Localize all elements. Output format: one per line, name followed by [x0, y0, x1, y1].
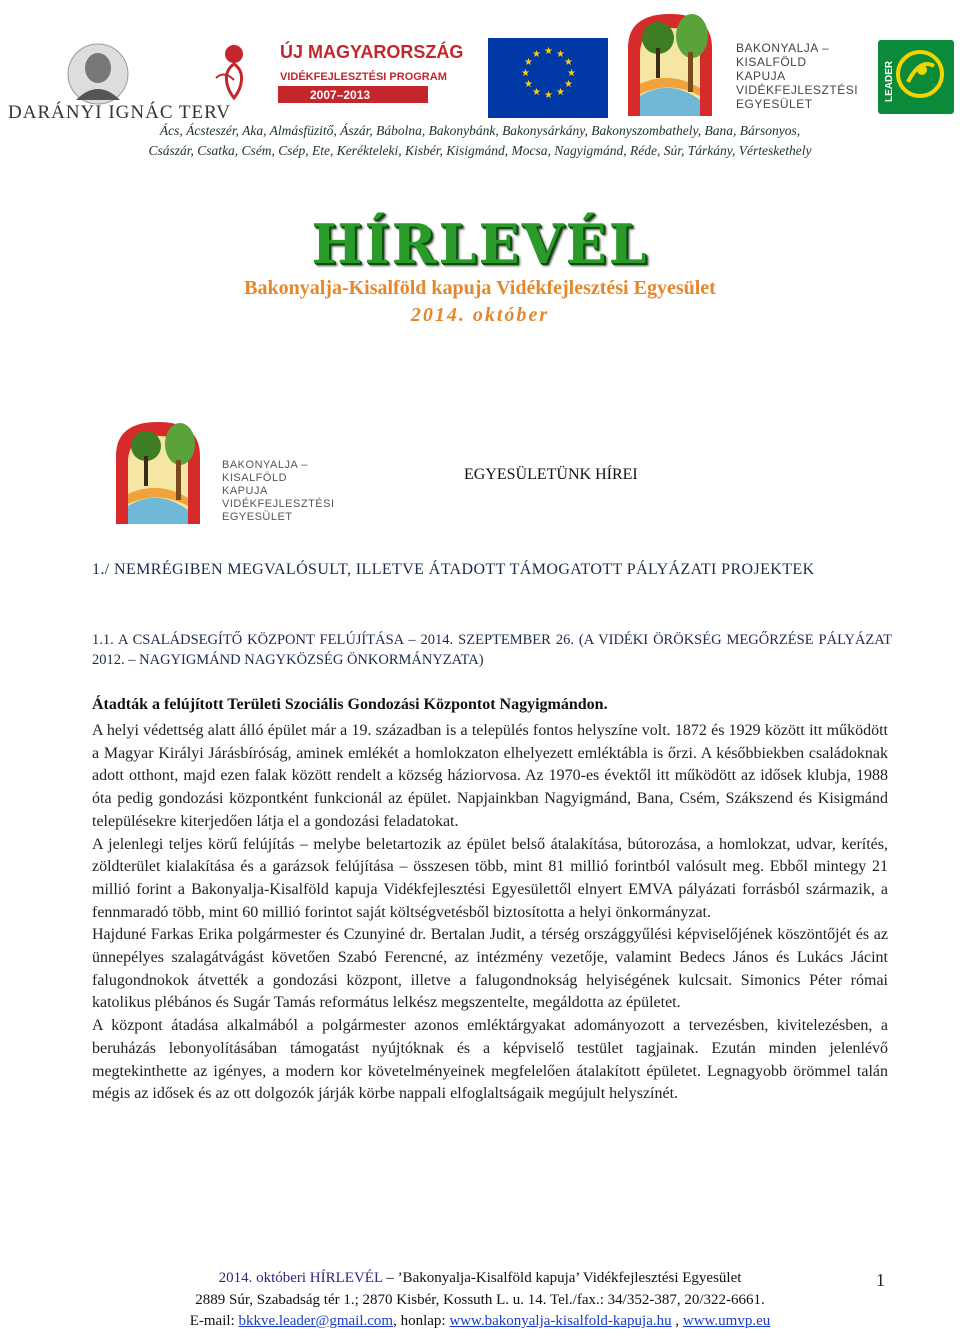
page-number: 1 [876, 1270, 885, 1290]
article-paragraph-4: A központ átadása alkalmából a polgármester azonos emléktárgyakat adományozott a tervezésben, kivitelezésben, a beruházás lebonyolításában támogatást nyújtóknak és a képviselő testület tagjainak. Ezután minden jelenlévő megtekinthette az igényes, a modern kor követelményeinek megfelelően átalakított épületet. Legnagyobb örömmel talán mégis az idősek és az ott dolgozók járják körbe nappali elfoglaltságaik megújult helyszínét. [92, 1017, 888, 1103]
article-paragraph-1: A helyi védettség alatt álló épület már a 19. században is a település fontos helyszíne volt. 1872 és 1929 között itt működött a Magyar Királyi Járásbíróság, aminek emlékét a homlokzaton elhelyezett emléktábla is őrzi. A későbbiekben családoknak adott otthont, majd ezen falak között rendelt a község háziorvosa. Az 1970-es évektől itt működött az idősek klubja, 1988 óta pedig gondozási központként funkcionál az épület. Napjainkban Nagyigmánd, Bana, Csém, Szákszend és Kisigmánd településekre kiterjedően látja el a gondozási feladatokat. [92, 722, 888, 830]
footer-address: 2889 Súr, Szabadság tér 1.; 2870 Kisbér, Kossuth L. u. 14. Tel./fax.: 34/352-387, 20/322-6661. [195, 1292, 765, 1308]
svg-text:★: ★ [524, 79, 533, 90]
bakonyalja-logo-top [620, 8, 870, 120]
article-paragraph-3: Hajduné Farkas Erika polgármester és Czunyiné dr. Bertalan Judit, a térség országgyűlési képviselőjének köszöntőjét és az ünnepélyes szalagátvágást követően Szabó Ferencné, az intézmény vezetője, valamint Bedecs János és Lukács Jácint falugondnokok átvették a gondozási központ, illetve a falugondnokság helyiségének kulcsait. Simonics Péter római katolikus plébános és Sugár Tamás református lelkész megszentelte, megáldotta az épületet. [92, 926, 888, 1012]
organization-name: Bakonyalja-Kisalföld kapuja Vidékfejlesztési Egyesület [244, 277, 716, 299]
subsection-heading-1-1: 1.1. A CSALÁDSEGÍTŐ KÖZPONT FELÚJÍTÁSA – 2014. SZEPTEMBER 26. (A VIDÉKI ÖRÖKSÉG MEGŐRZÉSE PÁLYÁZAT 2012. – NAGYIGMÁND NAGYKÖZSÉG ÖNKORMÁNYZATA) [92, 632, 892, 668]
eu-flag-logo [488, 38, 608, 118]
svg-text:EGYESÜLET: EGYESÜLET [222, 511, 293, 523]
bakonyalja-logo-mid [112, 418, 335, 528]
article-paragraph-2: A jelenlegi teljes körű felújítás – melybe beletartozik az épület belső átalakítása, bútorozása, a homlokzat, udvar, kerítés, zöldterület kialakítása és a garázsok felújítása – összesen több, mint 81 millió forintból valósult meg. Ebből mintegy 21 millió forint a Bakonyalja-Kisalföld kapuja Vidékfejlesztési Egyesülettől elnyert EMVA pályázati forrásból származik, a fennmaradó több, mint 60 millió forintot saját költségvetésből biztosította a helyi önkormányzat. [92, 835, 888, 921]
svg-text:VIDÉKFEJLESZTÉSI PROGRAM: VIDÉKFEJLESZTÉSI PROGRAM [280, 71, 447, 83]
villages-line-2: Császár, Csatka, Csém, Csép, Ete, Kerékteleki, Kisbér, Kisigmánd, Mocsa, Nagyigmánd, Réde, Súr, Tárkány, Vérteskethely [148, 143, 812, 158]
svg-text:★: ★ [544, 46, 553, 57]
svg-text:ÚJ MAGYARORSZÁG: ÚJ MAGYARORSZÁG [280, 42, 464, 62]
svg-text:★: ★ [524, 57, 533, 68]
svg-text:VIDÉKFEJLESZTÉSI: VIDÉKFEJLESZTÉSI [736, 83, 859, 97]
uj-magyarorszag-logo [204, 36, 482, 106]
footer-newsletter-label: 2014. októberi HÍRLEVÉL [218, 1270, 383, 1286]
section-heading: EGYESÜLETÜNK HÍREI [464, 466, 638, 483]
svg-text:KAPUJA: KAPUJA [222, 485, 268, 497]
daranyi-ignac-terv-logo [6, 34, 232, 123]
umvp-link[interactable]: www.umvp.eu [682, 1313, 771, 1329]
svg-text:KAPUJA: KAPUJA [736, 69, 786, 83]
newsletter-month: 2014. október [410, 304, 550, 326]
svg-text:BAKONYALJA –: BAKONYALJA – [736, 41, 830, 55]
svg-text:★: ★ [564, 79, 573, 90]
daranyi-logo-text: DARÁNYI IGNÁC TERV [8, 102, 232, 123]
svg-text:KISALFÖLD: KISALFÖLD [222, 472, 288, 484]
svg-text:LEADER: LEADER [884, 60, 895, 102]
email-link[interactable]: bkkve.leader@gmail.com [238, 1313, 394, 1329]
svg-text:2007–2013: 2007–2013 [310, 88, 371, 102]
svg-text:★: ★ [544, 90, 553, 101]
article-lead: Átadták a felújított Területi Szociális Gondozási Központot Nagyigmándon. [92, 696, 608, 713]
footer-org: – ’Bakonyalja-Kisalföld kapuja’ Vidékfejlesztési Egyesület [382, 1270, 742, 1286]
homepage-link[interactable]: www.bakonyalja-kisalfold-kapuja.hu [449, 1313, 672, 1329]
svg-text:★: ★ [556, 49, 565, 60]
article-body [92, 720, 888, 1106]
svg-text:★: ★ [532, 49, 541, 60]
svg-text:BAKONYALJA –: BAKONYALJA – [222, 459, 308, 471]
subsection-heading-1: 1./ NEMRÉGIBEN MEGVALÓSULT, ILLETVE ÁTADOTT TÁMOGATOTT PÁLYÁZATI PROJEKTEK [92, 561, 815, 578]
svg-text:★: ★ [556, 87, 565, 98]
leader-logo [878, 40, 954, 114]
svg-text:★: ★ [532, 87, 541, 98]
newsletter-title: HÍRLEVÉL [311, 212, 649, 276]
svg-text:★: ★ [567, 68, 576, 79]
svg-text:★: ★ [564, 57, 573, 68]
svg-text:VIDÉKFEJLESZTÉSI: VIDÉKFEJLESZTÉSI [222, 498, 335, 510]
villages-line-1: Ács, Ácsteszér, Aka, Almásfüzitő, Ászár, Bábolna, Bakonybánk, Bakonysárkány, Bakonyszombathely, Bana, Bársonyos, [159, 123, 801, 138]
footer-contact: E-mail: bkkve.leader@gmail.com, honlap: www.bakonyalja-kisalfold-kapuja.hu , www.umvp.eu [189, 1313, 771, 1329]
svg-text:KISALFÖLD: KISALFÖLD [736, 55, 807, 69]
footer-line-1 [100, 1270, 860, 1287]
svg-text:EGYESÜLET: EGYESÜLET [736, 97, 813, 111]
svg-text:★: ★ [521, 68, 530, 79]
